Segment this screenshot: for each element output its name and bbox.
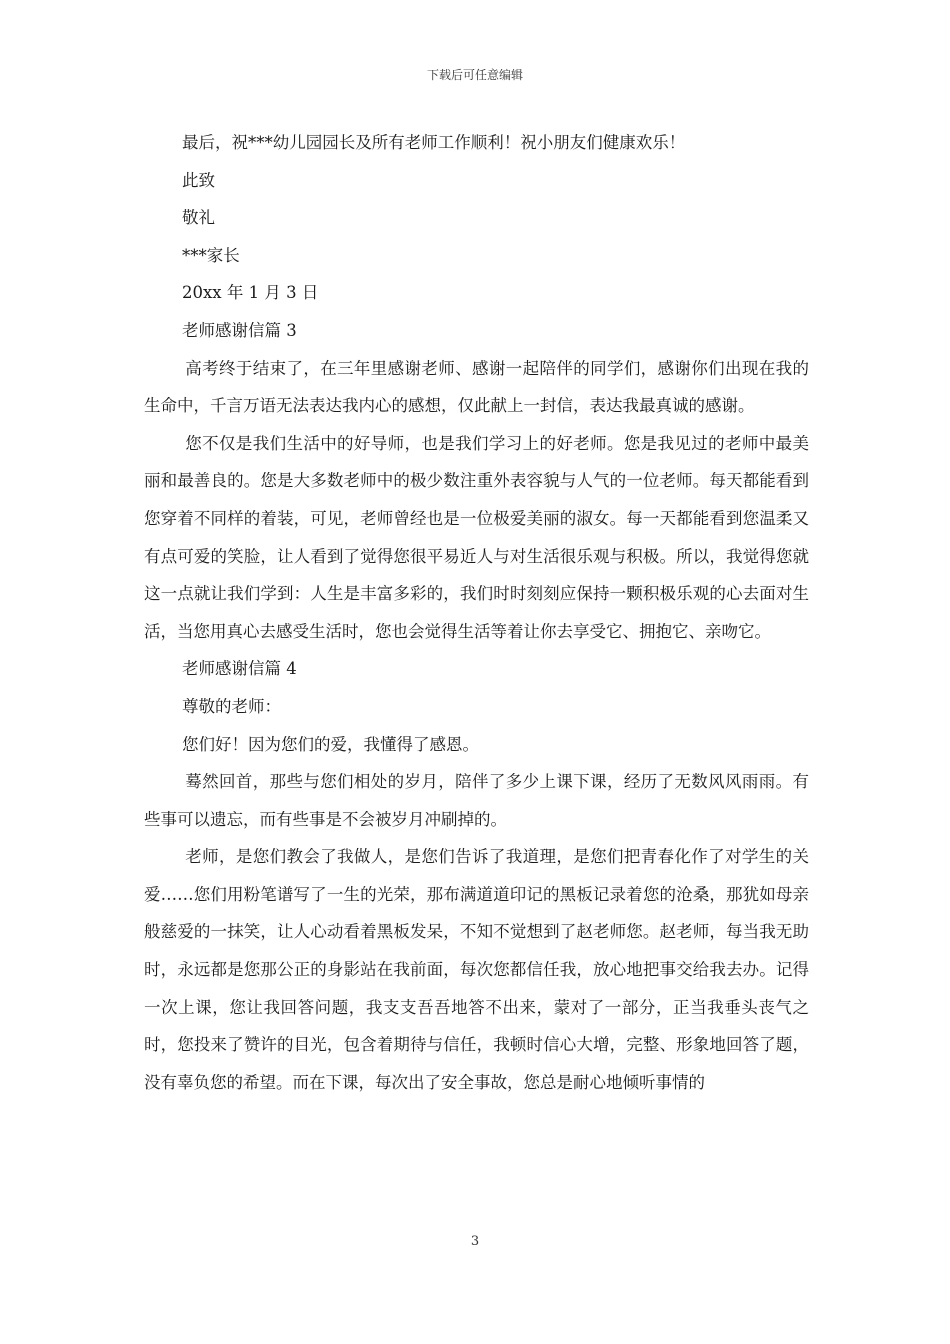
paragraph-salutation-jingli: 敬礼 (182, 208, 215, 228)
section-heading-letter-4: 老师感谢信篇 4 (182, 659, 297, 679)
paragraph-letter-4-recollection: 蓦然回首，那些与您们相处的岁月，陪伴了多少上课下课，经历了无数风风雨雨。有些事可以遗忘，而有些事是不会被岁月冲刷掉的。 (144, 772, 809, 829)
paragraph-date: 20xx 年 1 月 3 日 (182, 283, 319, 303)
page-header-note: 下载后可任意编辑 (426, 68, 523, 82)
paragraph-letter-4-opening: 您们好！因为您们的爱，我懂得了感恩。 (182, 734, 479, 754)
paragraph-letter-3-intro: 高考终于结束了，在三年里感谢老师、感谢一起陪伴的同学们，感谢你们出现在我的生命中，千言万语无法表达我内心的感想，仅此献上一封信，表达我最真诚的感谢。 (144, 358, 809, 416)
paragraph-letter-4-greeting: 尊敬的老师： (182, 696, 281, 716)
paragraph-salutation-cizhi: 此致 (182, 170, 215, 190)
paragraph-letter-4-body: 老师，是您们教会了我做人，是您们告诉了我道理，是您们把青春化作了对学生的关爱……您们用粉笔谱写了一生的光荣，那布满道道印记的黑板记录着您的沧桑，那犹如母亲般慈爱的一抹笑，让人心动看着黑板发呆，不知不觉想到了赵老师您。赵老师，每当我无助时，永远都是您那公正的身影站在我前面，每次您都信任我，放心地把事交给我去办。记得一次上课，您让我回答问题，我支支吾吾地答不出来，蒙对了一部分，正当我垂头丧气之时，您投来了赞许的目光，包含着期待与信任，我顿时信心大增，完整、形象地回答了题，没有辜负您的希望。而在下课，每次出了安全事故，您总是耐心地倾听事情的 (144, 847, 809, 1092)
page-number: 3 (470, 1234, 480, 1249)
paragraph-closing-wish: 最后，祝***幼儿园园长及所有老师工作顺利！祝小朋友们健康欢乐！ (182, 133, 686, 152)
section-heading-letter-3: 老师感谢信篇 3 (182, 320, 297, 340)
paragraph-signature: ***家长 (182, 245, 240, 265)
document-body (144, 124, 809, 1101)
paragraph-letter-3-body: 您不仅是我们生活中的好导师，也是我们学习上的好老师。您是我见过的老师中最美丽和最善良的。您是大多数老师中的极少数注重外表容貌与人气的一位老师。每天都能看到您穿着不同样的着装，可见，老师曾经也是一位极爱美丽的淑女。每一天都能看到您温柔又有点可爱的笑脸，让人看到了觉得您很平易近人与对生活很乐观与积极。所以，我觉得您就这一点就让我们学到：人生是丰富多彩的，我们时时刻刻应保持一颗积极乐观的心去面对生活，当您用真心去感受生活时，您也会觉得生活等着让你去享受它、拥抱它、亲吻它。 (144, 433, 809, 641)
